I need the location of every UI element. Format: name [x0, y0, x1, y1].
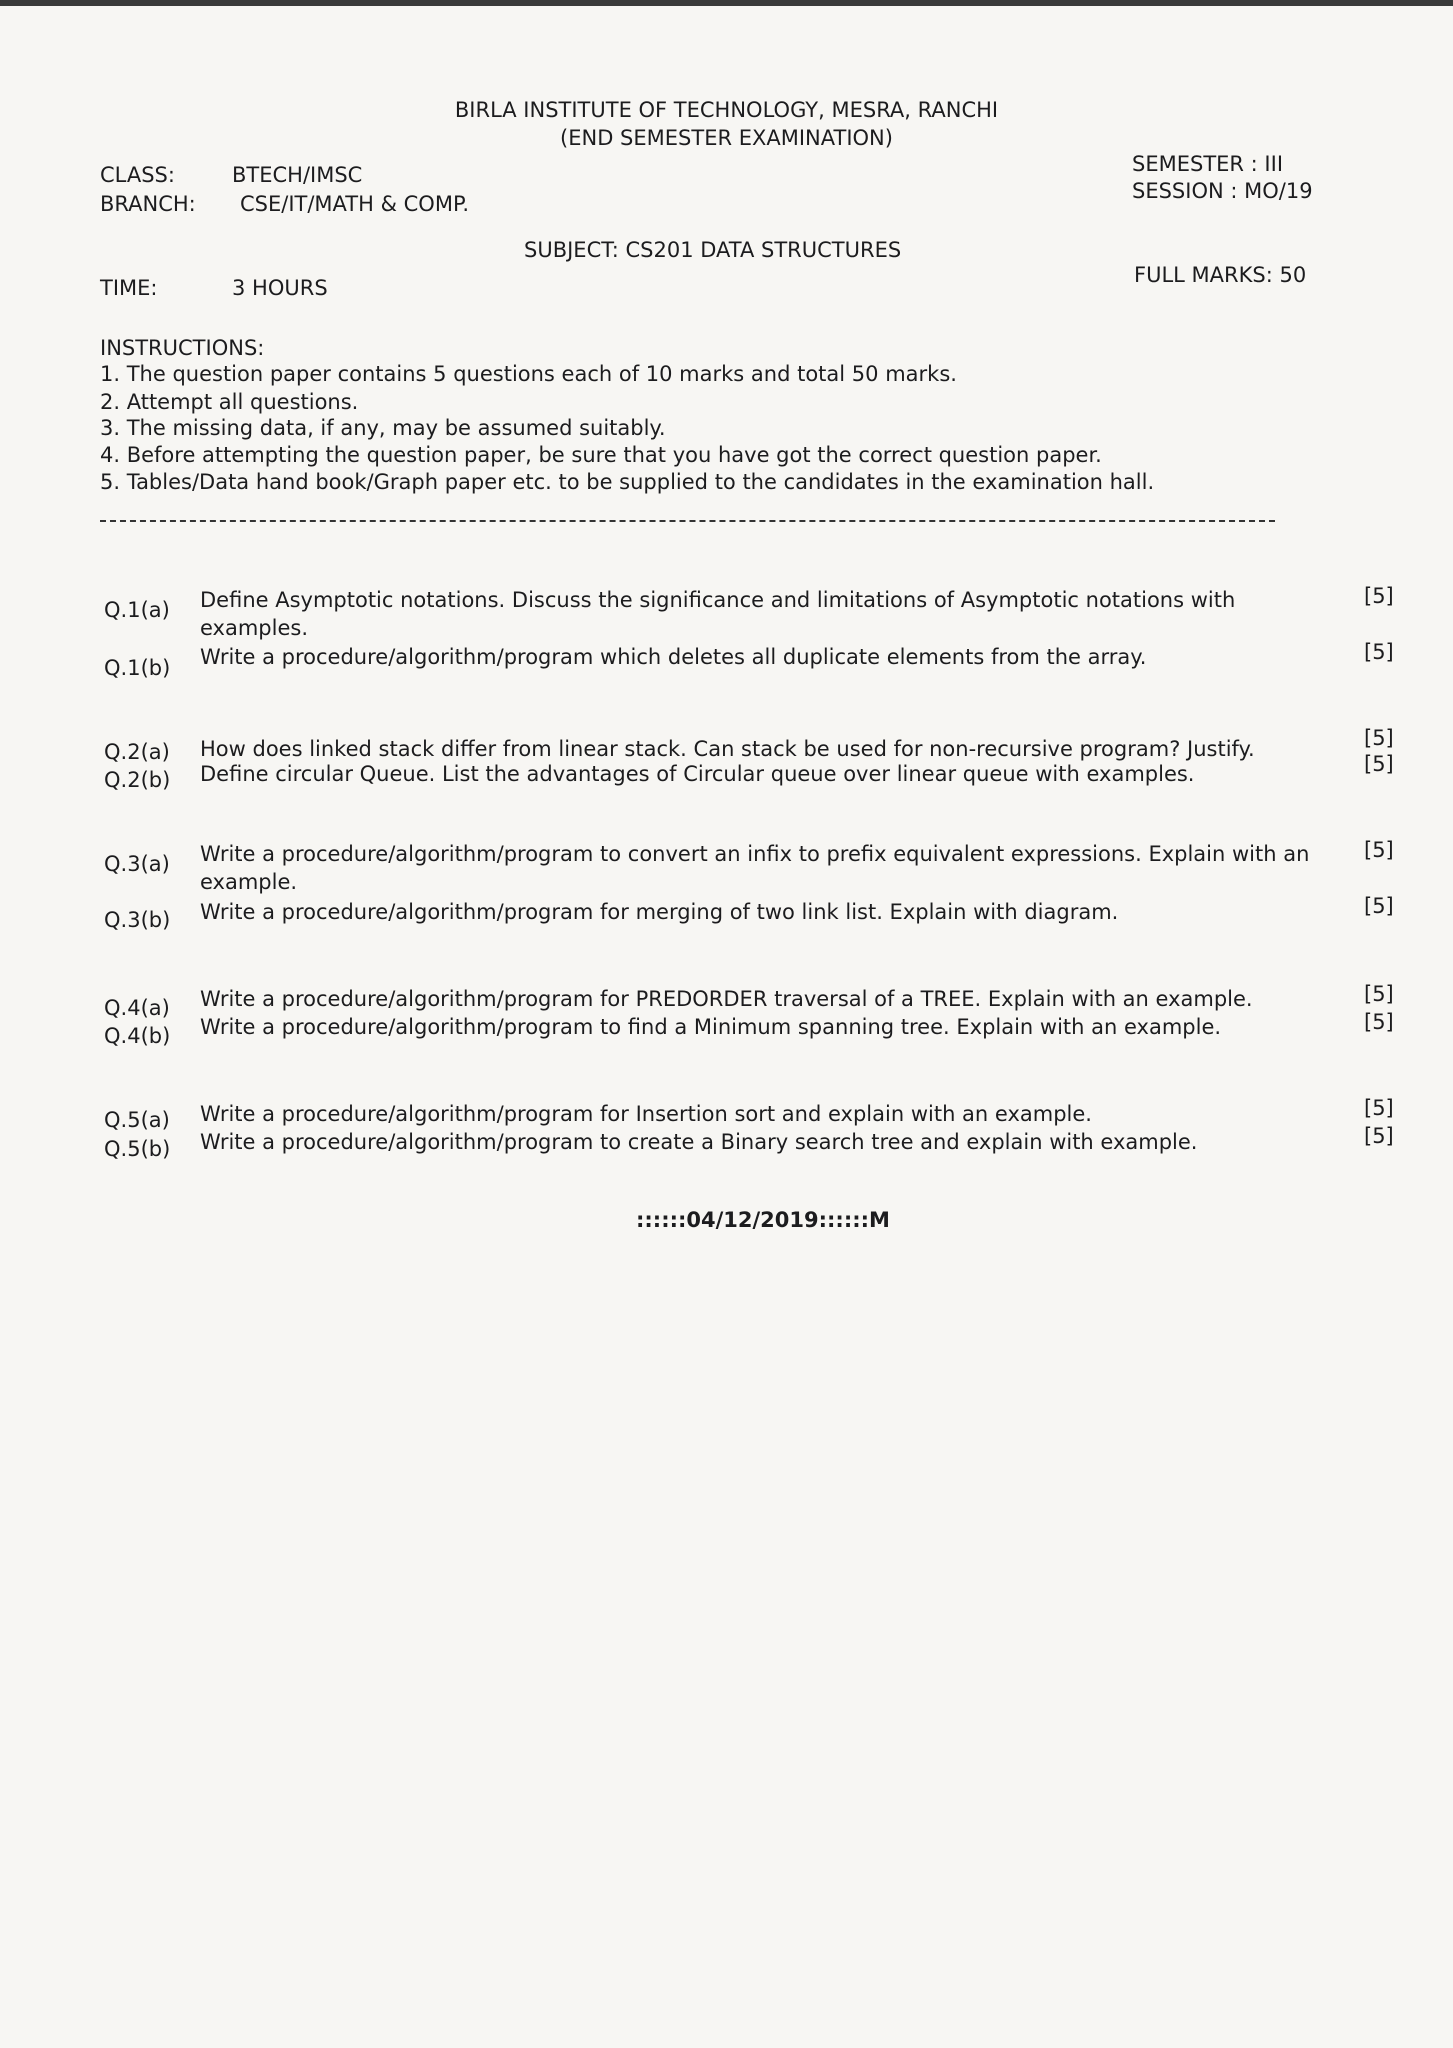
question-marks: [5] [1364, 1096, 1394, 1120]
question-text: How does linked stack differ from linear stack. Can stack be used for non-recursive program? Justify. [200, 737, 1255, 761]
question-text: Write a procedure/algorithm/program to convert an infix to prefix equivalent expressions. Explain with an example. [200, 842, 1310, 894]
exam-date-footer: ::::::04/12/2019::::::M [636, 1208, 890, 1232]
time-label: TIME: [100, 276, 158, 300]
class-value: BTECH/IMSC [232, 163, 363, 187]
question-marks: [5] [1364, 838, 1394, 862]
instruction-item: 3. The missing data, if any, may be assumed suitably. [100, 416, 666, 440]
question-number: Q.4(a) [104, 996, 170, 1020]
question-number: Q.5(a) [104, 1108, 170, 1132]
question-text: Write a procedure/algorithm/program for PREDORDER traversal of a TREE. Explain with an example. [200, 987, 1253, 1011]
question-number: Q.2(a) [104, 740, 170, 764]
question-number: Q.4(b) [104, 1024, 171, 1048]
question-number: Q.5(b) [104, 1137, 171, 1161]
question-text: Define Asymptotic notations. Discuss the significance and limitations of Asymptotic notations with examples. [200, 588, 1236, 640]
question-number: Q.1(a) [104, 598, 170, 622]
instructions-title: INSTRUCTIONS: [100, 336, 265, 360]
question-marks: [5] [1364, 982, 1394, 1006]
full-marks: FULL MARKS: 50 [1134, 263, 1307, 287]
question-number: Q.2(b) [104, 768, 171, 792]
branch-label: BRANCH: [100, 192, 196, 216]
question-text: Define circular Queue. List the advantages of Circular queue over linear queue with examples. [200, 762, 1195, 786]
question-text: Write a procedure/algorithm/program which deletes all duplicate elements from the array. [200, 645, 1147, 669]
subject: SUBJECT: CS201 DATA STRUCTURES [524, 238, 902, 262]
branch-value: CSE/IT/MATH & COMP. [240, 192, 470, 216]
scan-edge [0, 0, 1453, 6]
question-text: Write a procedure/algorithm/program for merging of two link list. Explain with diagram. [200, 900, 1119, 924]
question-marks: [5] [1364, 752, 1394, 776]
instruction-item: 1. The question paper contains 5 questions each of 10 marks and total 50 marks. [100, 362, 957, 386]
question-marks: [5] [1364, 1010, 1394, 1034]
question-marks: [5] [1364, 584, 1394, 608]
question-number: Q.3(a) [104, 852, 170, 876]
instruction-item: 2. Attempt all questions. [100, 390, 359, 414]
class-label: CLASS: [100, 163, 175, 187]
question-text: Write a procedure/algorithm/program to create a Binary search tree and explain with example. [200, 1130, 1198, 1154]
question-number: Q.1(b) [104, 656, 171, 680]
question-text: Write a procedure/algorithm/program for Insertion sort and explain with an example. [200, 1102, 1092, 1126]
question-number: Q.3(b) [104, 908, 171, 932]
instruction-item: 5. Tables/Data hand book/Graph paper etc. to be supplied to the candidates in the examination hall. [100, 470, 1155, 494]
question-marks: [5] [1364, 894, 1394, 918]
question-marks: [5] [1364, 1124, 1394, 1148]
question-marks: [5] [1364, 640, 1394, 664]
semester: SEMESTER : III [1132, 152, 1284, 176]
time-value: 3 HOURS [232, 276, 328, 300]
divider [100, 520, 1275, 522]
session: SESSION : MO/19 [1132, 179, 1313, 203]
instruction-item: 4. Before attempting the question paper, be sure that you have got the correct question paper. [100, 443, 1102, 467]
question-marks: [5] [1364, 726, 1394, 750]
question-text: Write a procedure/algorithm/program to find a Minimum spanning tree. Explain with an example. [200, 1015, 1222, 1039]
institute-name: BIRLA INSTITUTE OF TECHNOLOGY, MESRA, RANCHI [454, 98, 999, 122]
exam-type: (END SEMESTER EXAMINATION) [560, 126, 893, 150]
